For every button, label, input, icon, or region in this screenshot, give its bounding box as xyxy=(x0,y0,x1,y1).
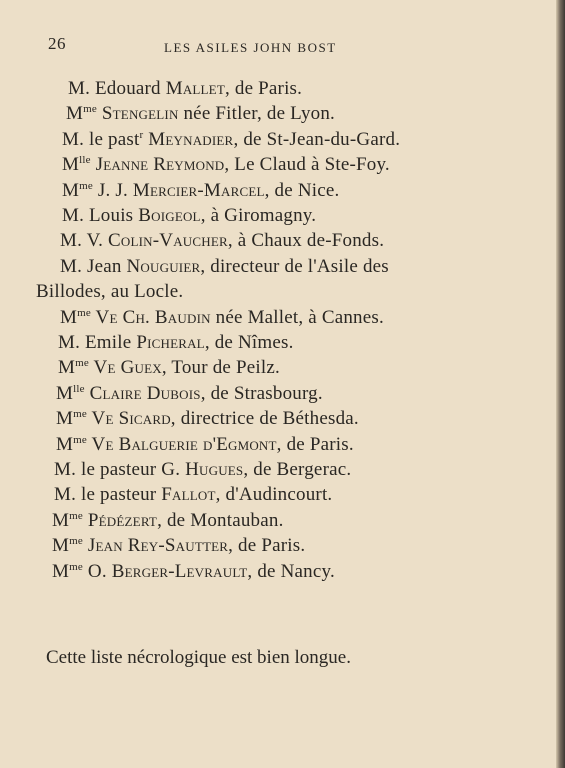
person-name: Ve Ch. Baudin xyxy=(90,306,211,328)
entry-prefix: M. Edouard xyxy=(68,78,166,99)
closing-sentence: Cette liste nécrologique est bien longue. xyxy=(46,647,351,668)
list-entry xyxy=(62,129,400,151)
running-title: LES ASILES JOHN BOST xyxy=(164,40,337,55)
person-name: Jeanne Reymond xyxy=(90,154,225,176)
list-entry xyxy=(54,484,332,506)
title-superscript: lle xyxy=(73,382,85,395)
title-superscript: me xyxy=(83,103,97,116)
title-superscript: me xyxy=(73,433,87,446)
person-name: Meynadier xyxy=(143,128,234,150)
entry-prefix: M xyxy=(52,509,70,531)
list-entry xyxy=(52,510,284,532)
list-entry xyxy=(58,332,294,354)
entry-prefix: M. Louis xyxy=(62,205,139,226)
person-name: Ve Guex xyxy=(88,357,162,379)
person-name: Stengelin xyxy=(96,103,179,125)
person-name: Mallet xyxy=(165,78,225,99)
entry-location: , Tour de Peilz. xyxy=(161,357,280,379)
entry-location: , de Paris. xyxy=(276,433,354,455)
list-entry xyxy=(62,154,390,176)
list-entry xyxy=(54,459,351,481)
person-name: Nouguier xyxy=(126,255,201,277)
entry-prefix: M xyxy=(62,179,80,201)
title-superscript: me xyxy=(77,306,91,319)
entry-location: , directrice de Béthesda. xyxy=(170,408,359,430)
entry-prefix: M. le pasteur xyxy=(54,484,162,506)
entry-location: , de Bergerac. xyxy=(243,459,352,480)
entry-location: , à Giromagny. xyxy=(200,205,317,226)
entry-location: , directeur de l'Asile des xyxy=(200,255,389,277)
person-name: O. Berger-Levrault xyxy=(82,560,248,582)
list-entry xyxy=(60,230,384,252)
entry-location: , d'Audincourt. xyxy=(215,484,333,506)
list-entry xyxy=(36,281,183,303)
title-superscript: me xyxy=(69,535,83,548)
entry-prefix: M xyxy=(52,535,70,557)
entry-prefix: M. V. xyxy=(60,230,109,252)
entry-prefix: M. le pasteur G. xyxy=(54,459,186,480)
entry-prefix: M xyxy=(62,154,80,176)
list-entry xyxy=(66,103,335,125)
entry-prefix: M xyxy=(56,382,74,404)
entry-prefix: M xyxy=(56,433,74,455)
entry-location: , de St-Jean-du-Gard. xyxy=(233,128,401,150)
title-superscript: me xyxy=(79,179,93,192)
person-name: Ve Sicard xyxy=(86,408,171,430)
entry-prefix: M xyxy=(60,306,78,328)
list-entry xyxy=(52,561,335,583)
person-name: Pédézert xyxy=(82,509,158,531)
title-superscript: me xyxy=(73,408,87,421)
entry-location: née Fitler, de Lyon. xyxy=(178,103,335,125)
list-entry xyxy=(60,307,384,329)
list-entry xyxy=(58,357,280,379)
entry-location: , de Strasbourg. xyxy=(200,382,323,404)
title-superscript: lle xyxy=(79,154,91,167)
list-entry xyxy=(68,78,302,100)
entry-location: , de Nîmes. xyxy=(204,332,294,353)
title-superscript: r xyxy=(139,128,144,141)
entry-location: , de Paris. xyxy=(228,535,306,557)
entry-prefix: M. le past xyxy=(62,128,140,150)
person-name: Colin-Vaucher xyxy=(108,230,228,252)
book-spine-edge xyxy=(556,0,565,768)
person-name: J. J. Mercier-Marcel xyxy=(92,179,265,201)
entry-prefix: M. Emile xyxy=(58,332,137,353)
title-superscript: me xyxy=(69,560,83,573)
entry-location: , de Nancy. xyxy=(247,560,335,582)
list-entry xyxy=(52,535,305,557)
entry-prefix: M. Jean xyxy=(60,255,127,277)
person-name: Jean Rey-Sautter xyxy=(82,535,229,557)
person-name: Claire Dubois xyxy=(84,382,201,404)
list-entry xyxy=(56,408,359,430)
title-superscript: me xyxy=(75,357,89,370)
person-name: Fallot xyxy=(161,484,216,506)
entry-prefix: M xyxy=(58,357,76,379)
entry-prefix: M xyxy=(52,560,70,582)
page-number: 26 xyxy=(48,34,66,53)
page-header xyxy=(0,26,556,56)
list-entry xyxy=(56,434,354,456)
entry-prefix: Billodes, au Locle. xyxy=(36,281,184,303)
entry-location: , de Paris. xyxy=(224,78,303,99)
list-entry xyxy=(62,180,339,202)
entry-location: , de Montauban. xyxy=(157,509,284,531)
entry-location: , à Chaux de-Fonds. xyxy=(227,230,385,252)
entry-location: , Le Claud à Ste-Foy. xyxy=(224,154,390,176)
title-superscript: me xyxy=(69,509,83,522)
entry-location: née Mallet, à Cannes. xyxy=(210,306,384,328)
list-entry xyxy=(60,256,389,278)
person-name: Ve Balguerie d'Egmont xyxy=(86,433,277,455)
list-entry xyxy=(56,383,323,405)
person-name: Boigeol xyxy=(138,205,201,226)
entry-location: , de Nice. xyxy=(264,179,340,201)
person-name: Picheral xyxy=(136,332,205,353)
entry-prefix: M xyxy=(66,103,84,125)
person-name: Hugues xyxy=(185,459,244,480)
entry-prefix: M xyxy=(56,408,74,430)
list-entry xyxy=(62,205,316,227)
